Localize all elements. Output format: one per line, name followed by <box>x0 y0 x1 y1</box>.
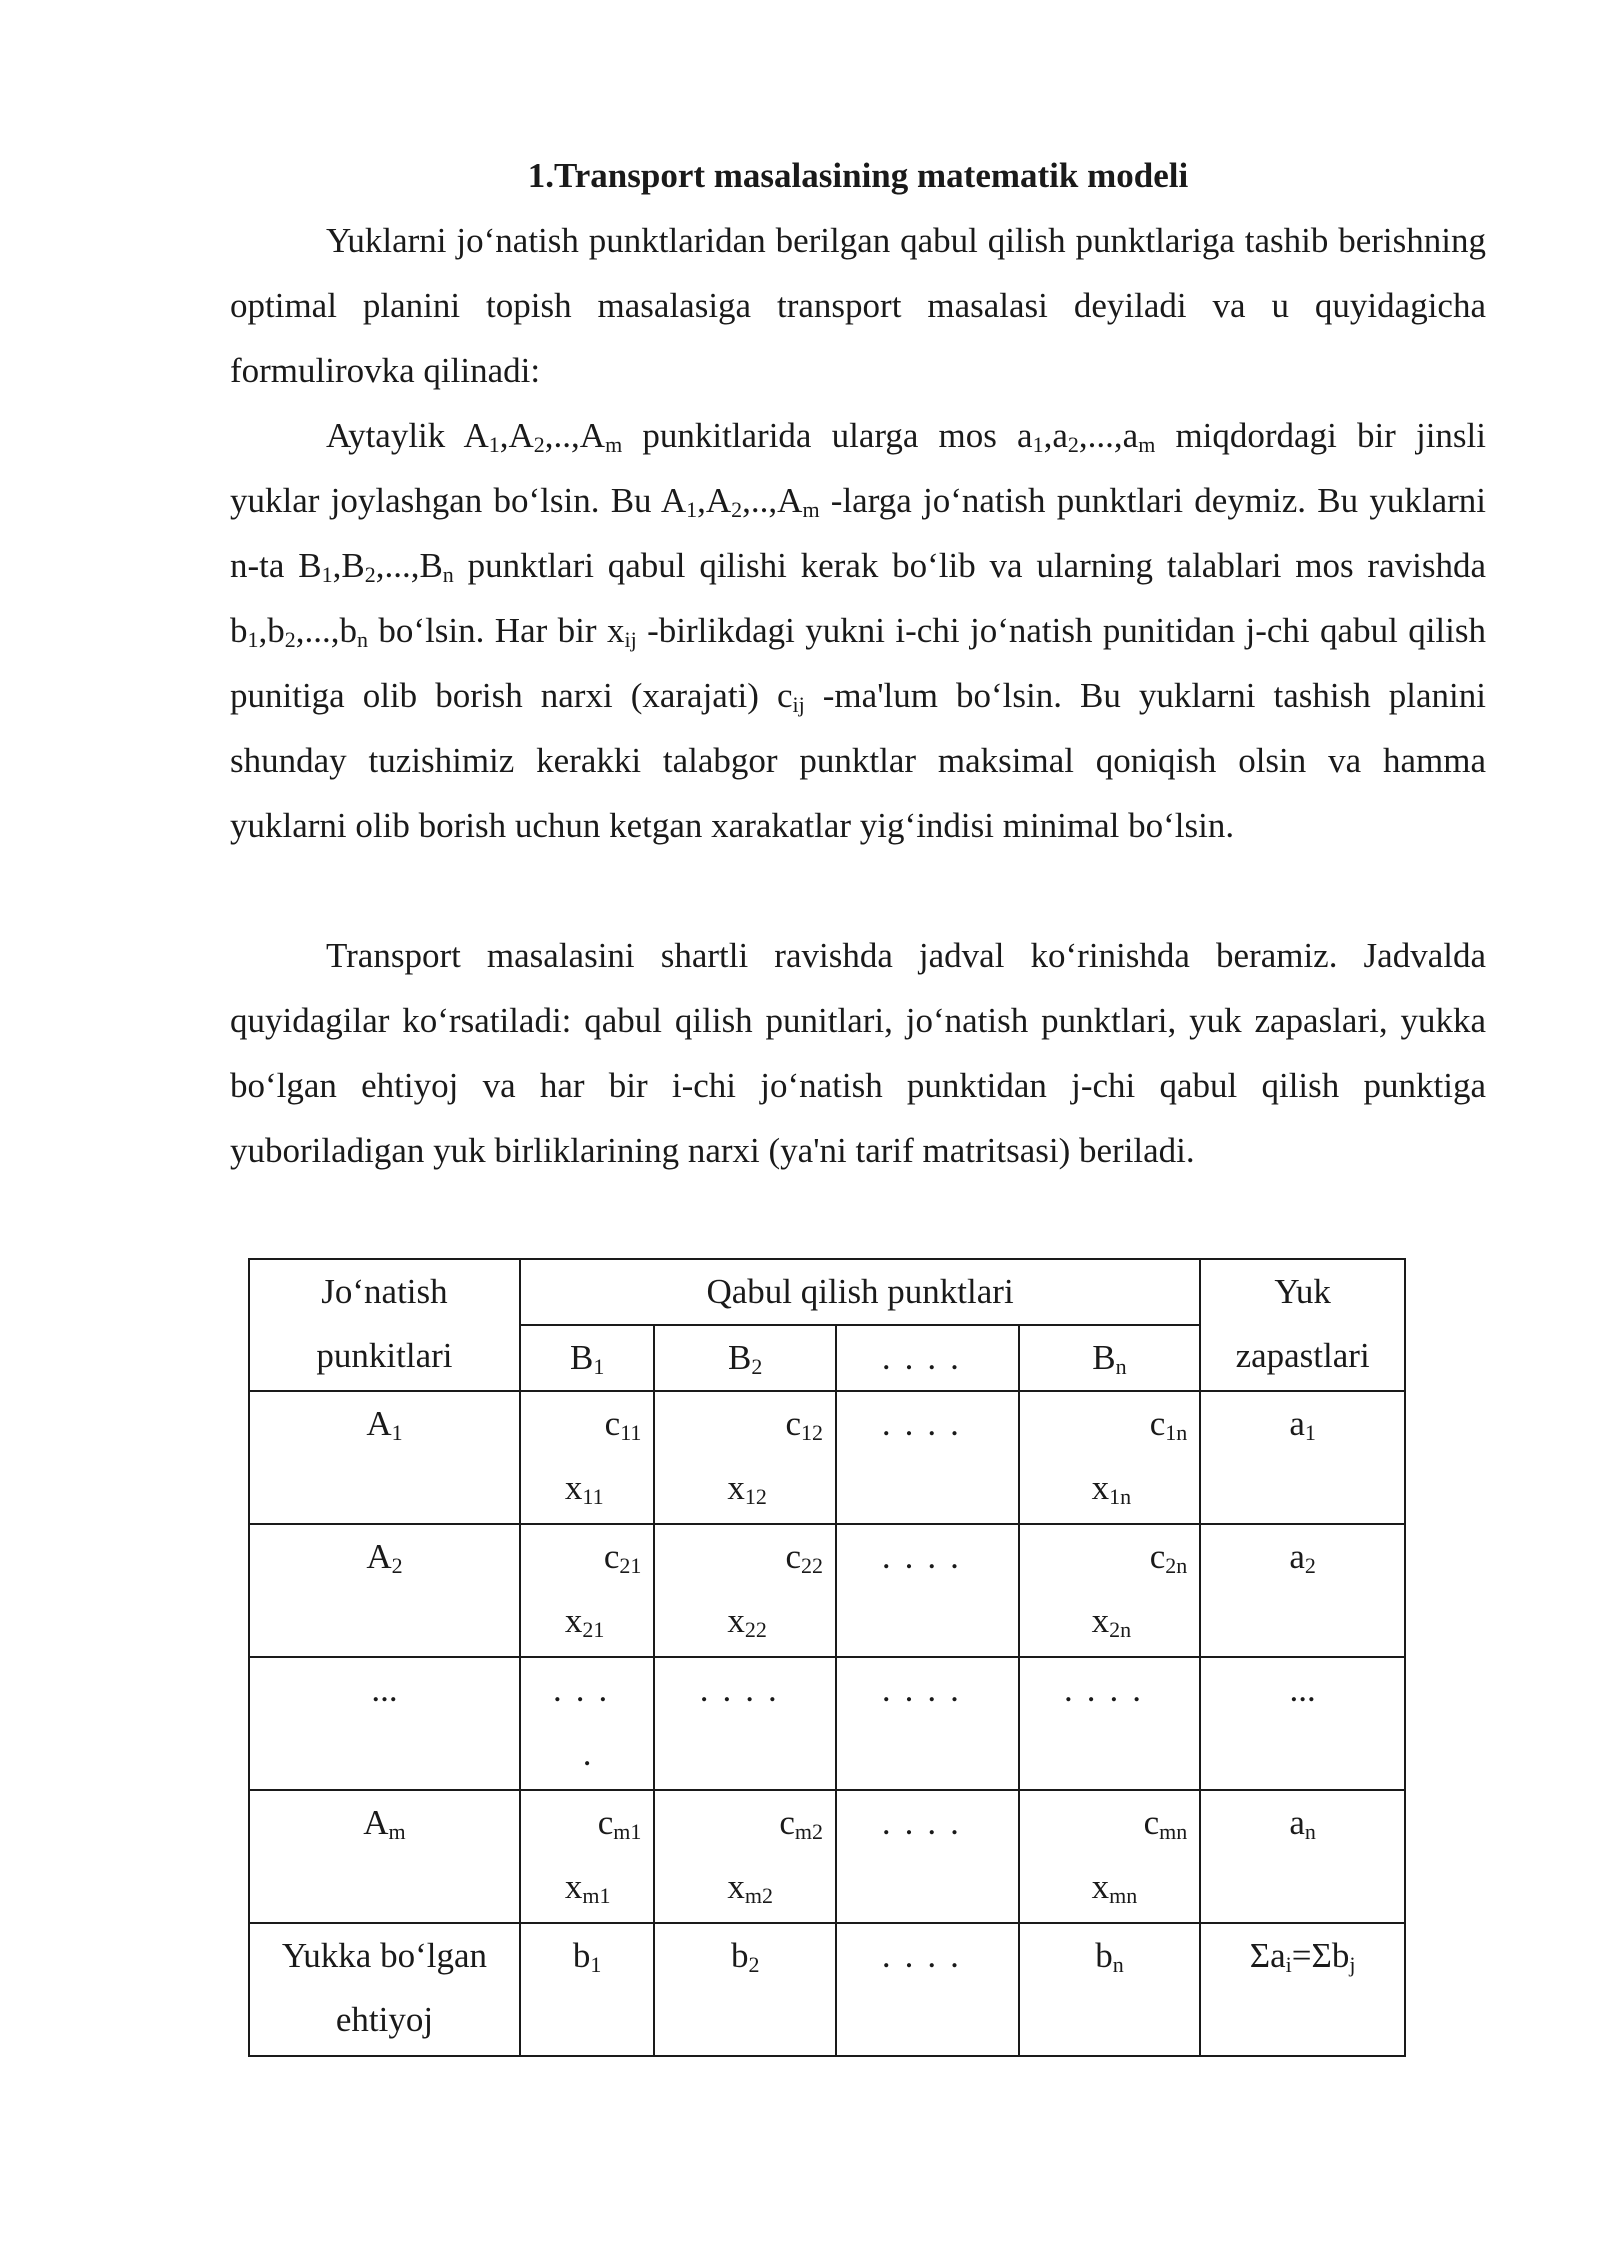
paragraph-text: punkitlarida ularga mos <box>622 416 1018 455</box>
cost-cell: $c_{22}$ $x_{22}$ <box>654 1524 836 1657</box>
dots-cell: .... <box>836 1923 1019 2056</box>
header-dots: .... <box>836 1325 1019 1391</box>
dots-cell: .... <box>654 1657 836 1790</box>
paragraph-text: Aytaylik <box>326 416 464 455</box>
supply-cell: $a_1$ <box>1200 1391 1405 1524</box>
transport-table <box>248 1258 1406 2057</box>
cost-cell: $c_{1n}$ $x_{1n}$ <box>1019 1391 1201 1524</box>
demand-cell: $b_1$ <box>520 1923 654 2056</box>
paragraph-text: -ma'lum bo‘lsin. Bu yuklarni tashish planini shunday tuzishimiz kerakki talabgor punktlar maksimal qoniqish olsin va hamma yuklarni olib borish uchun ketgan xarakatlar yig‘indisi minimal bo‘lsin. <box>230 676 1486 845</box>
header-receiving-points: Qabul qilish punktlari <box>520 1259 1200 1325</box>
paragraph-text: punktlari qabul qilishi kerak bo‘lib va ularning talablari mos ravishda <box>453 546 1486 585</box>
paragraph-text: -larga jo‘natish punktlari deymiz. Bu yuklarni n-ta <box>230 481 1486 585</box>
header-bn: $B_n$ <box>1019 1325 1201 1391</box>
paragraph-table-intro: Transport masalasini shartli ravishda jadval ko‘rinishda beramiz. Jadvalda quyidagilar ko‘rsatiladi: qabul qilish punitlari, jo‘natish punktlari, yuk zapaslari, yukka bo‘lgan ehtiyoj va har bir i-chi jo‘natish punktidan j-chi qabul qilish punktiga yuboriladigan yuk birliklarining narxi (ya'ni tarif matritsasi) beriladi. <box>230 936 1486 1170</box>
row-label: $A_m$ <box>249 1790 520 1923</box>
header-supply <box>1200 1259 1405 1391</box>
dots-cell: .... <box>836 1391 1019 1524</box>
page-title: 1.Transport masalasining matematik modeli <box>527 156 1189 195</box>
cost-cell: $c_{m1}$ $x_{m1}$ <box>520 1790 654 1923</box>
demand-label <box>249 1923 520 2056</box>
table-row <box>249 1657 1405 1790</box>
table-row <box>249 1790 1405 1923</box>
header-label: zapastlari <box>1235 1336 1370 1375</box>
header-label: punkitlari <box>316 1336 453 1375</box>
demand-cell: $b_n$ <box>1019 1923 1201 2056</box>
paragraph-intro: Yuklarni jo‘natish punktlaridan berilgan qabul qilish punktlariga tashib berishning optimal planini topish masalasiga transport masalasi deyiladi va u quyidagicha formulirovka qilinadi: <box>230 221 1486 390</box>
header-source-points <box>249 1259 520 1391</box>
dots-cell: .... <box>836 1657 1019 1790</box>
cost-cell: $c_{11}$ $x_{11}$ <box>520 1391 654 1524</box>
header-b2: $B_2$ <box>654 1325 836 1391</box>
ellipsis-cell: ... <box>1200 1657 1405 1790</box>
table-row <box>249 1524 1405 1657</box>
cost-cell: $c_{2n}$ $x_{2n}$ <box>1019 1524 1201 1657</box>
supply-cell: $a_2$ <box>1200 1524 1405 1657</box>
cost-cell: $c_{21}$ $x_{21}$ <box>520 1524 654 1657</box>
footer-label: Yukka bo‘lgan <box>281 1936 488 1975</box>
dots-cell: .... <box>836 1790 1019 1923</box>
paragraph-text: miqdordagi bir jinsli yuklar joylashgan bo‘lsin. Bu <box>230 416 1486 520</box>
header-b1: $B_1$ <box>520 1325 654 1391</box>
paragraph-text: bo‘lsin. Har bir <box>368 611 607 650</box>
demand-cell: $b_2$ <box>654 1923 836 2056</box>
header-label: Yuk <box>1274 1272 1331 1311</box>
ellipsis-cell: ... <box>249 1657 520 1790</box>
paragraph-definition: Aytaylik $A_1,A_2,..,A_m$ punkitlarida ularga mos $a_1,a_2,...,a_m$ miqdordagi bir jinsli yuklar joylashgan bo‘lsin. Bu $A_1,A_2,..,A_m$ -larga jo‘natish punktlari deymiz. Bu yuklarni n-ta $B_1,B_2,...,B_n$ punktlari qabul qilishi kerak bo‘lib va ularning talablari mos ravishda $b_1,b_2,...,b_n$ bo‘lsin. Har bir $x_{ij}$ -birlikdagi yukni i-chi jo‘natish punitidan j-chi qabul qilish punitiga olib borish narxi (xarajati) $c_{ij}$ -ma'lum bo‘lsin. Bu yuklarni tashish planini shunday tuzishimiz kerakki talabgor punktlar maksimal qoniqish olsin va hamma yuklarni olib borish uchun ketgan xarakatlar yig‘indisi minimal bo‘lsin. <box>230 416 1487 845</box>
row-label: $A_1$ <box>249 1391 520 1524</box>
supply-cell: $a_n$ <box>1200 1790 1405 1923</box>
dots-cell: .... <box>1019 1657 1201 1790</box>
balance-cell: $\Sigma a_i=\Sigma b_j$ <box>1200 1923 1405 2056</box>
dots-text: . <box>582 1734 592 1773</box>
cost-cell: $c_{m2}$ $x_{m2}$ <box>654 1790 836 1923</box>
header-label: Jo‘natish <box>321 1272 448 1311</box>
dots-cell <box>520 1657 654 1790</box>
dots-text: ... <box>553 1670 622 1709</box>
row-label: $A_2$ <box>249 1524 520 1657</box>
paragraph-text: -birlikdagi yukni i-chi jo‘natish punitidan j-chi qabul qilish punitiga olib borish narxi (xarajati) <box>230 611 1487 715</box>
footer-label: ehtiyoj <box>335 2000 434 2039</box>
dots-cell: .... <box>836 1524 1019 1657</box>
cost-cell: $c_{mn}$ $x_{mn}$ <box>1019 1790 1201 1923</box>
table-footer-row <box>249 1923 1405 2056</box>
table-row <box>249 1391 1405 1524</box>
cost-cell: $c_{12}$ $x_{12}$ <box>654 1391 836 1524</box>
table-header-row <box>249 1259 1405 1325</box>
